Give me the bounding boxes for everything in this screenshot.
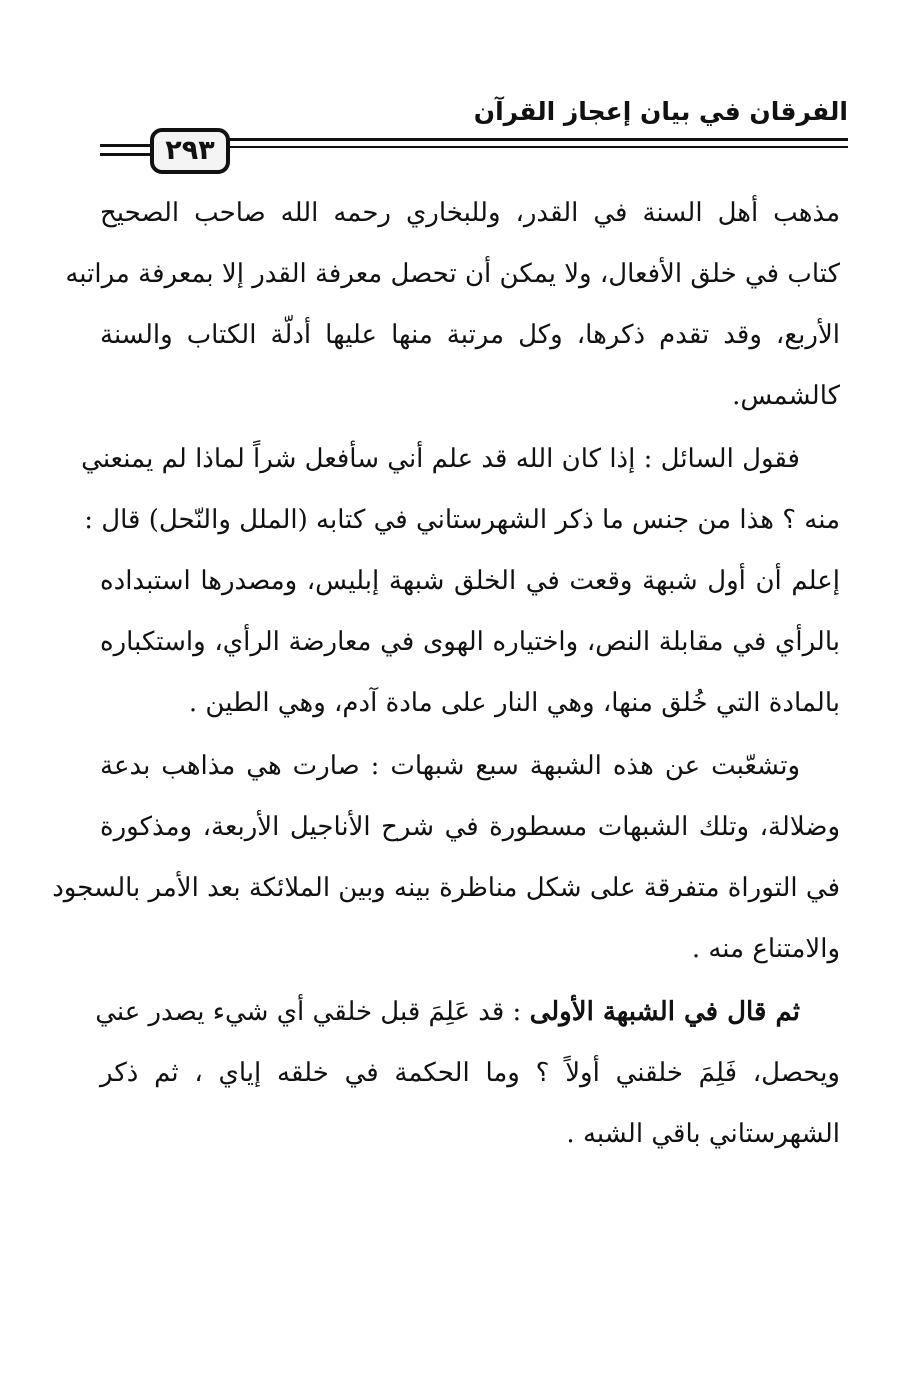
text-line: في التوراة متفرقة على شكل مناظرة بينه وبين الملائكة بعد الأمر بالسجود [52, 873, 840, 903]
header-rule-bottom [228, 146, 848, 148]
bold-lead: ثم قال في الشبهة الأولى [529, 997, 800, 1027]
running-title: الفرقان في بيان إعجاز القرآن [473, 97, 848, 126]
text-line: كتاب في خلق الأفعال، ولا يمكن أن تحصل معرفة القدر إلا بمعرفة مراتبه [65, 259, 840, 289]
text-run: : قد عَلِمَ قبل خلقي أي شيء يصدر عني [95, 997, 530, 1027]
text-line: بالرأي في مقابلة النص، واختياره الهوى في معارضة الرأي، واستكباره [100, 627, 840, 657]
text-line: فقول السائل : إذا كان الله قد علم أني سأفعل شراً لماذا لم يمنعني [81, 444, 800, 474]
text-line: بالمادة التي خُلق منها، وهي النار على مادة آدم، وهي الطين . [188, 688, 840, 718]
paragraph-2 [81, 429, 840, 734]
text-line: منه ؟ هذا من جنس ما ذكر الشهرستاني في كتابه (الملل والنّحل) قال : [84, 505, 840, 535]
text-line: كالشمس. [732, 381, 840, 411]
text-line: والامتناع منه . [691, 934, 840, 964]
page-number [150, 128, 230, 174]
text-line: ويحصل، فَلِمَ خلقني أولاً ؟ وما الحكمة في خلقه إياي ، ثم ذكر [100, 1058, 840, 1088]
header-rule-left-top [100, 144, 152, 147]
header-rule-left-bottom [100, 153, 152, 156]
text-line: وضلالة، وتلك الشبهات مسطورة في شرح الأناجيل الأربعة، ومذكورة [100, 812, 840, 842]
paragraph-4 [95, 982, 840, 1165]
text-line: مذهب أهل السنة في القدر، وللبخاري رحمه الله صاحب الصحيح [100, 198, 840, 228]
text-line: إعلم أن أول شبهة وقعت في الخلق شبهة إبليس، ومصدرها استبداده [100, 566, 840, 596]
text-line: وتشعّبت عن هذه الشبهة سبع شبهات : صارت هي مذاهب بدعة [100, 751, 800, 781]
text-line: الشهرستاني باقي الشبه . [566, 1119, 840, 1149]
body-text [52, 183, 840, 1165]
text-line: الأربع، وقد تقدم ذكرها، وكل مرتبة منها عليها أدلّة الكتاب والسنة [100, 320, 840, 350]
header-rule-top [228, 138, 848, 141]
paragraph-1 [65, 183, 840, 427]
text-line [95, 982, 840, 1043]
page-number-text: ٢٩٣ [165, 135, 215, 166]
paragraph-3 [52, 736, 840, 980]
